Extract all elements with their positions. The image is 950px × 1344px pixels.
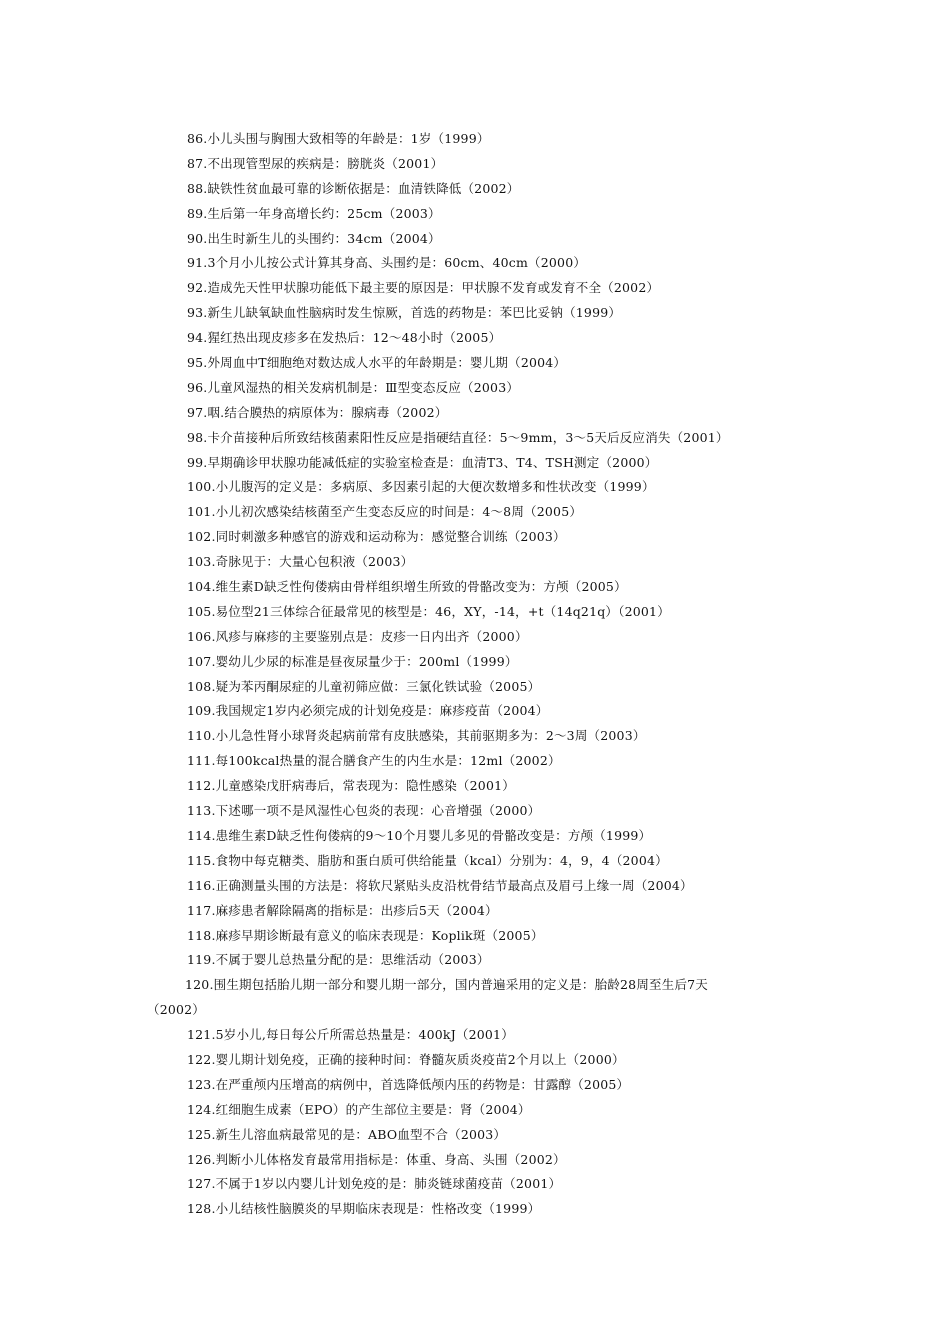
list-item: 122.婴儿期计划免疫，正确的接种时间：脊髓灰质炎疫苗2个月以上（2000）	[187, 1051, 625, 1067]
list-item: 127.不属于1岁以内婴儿计划免疫的是：肺炎链球菌疫苗（2001）	[187, 1176, 562, 1192]
list-item: 93.新生儿缺氧缺血性脑病时发生惊厥，首选的药物是：苯巴比妥钠（1999）	[187, 305, 622, 321]
list-item: 126.判断小儿体格发育最常用指标是：体重、身高、头围（2002）	[187, 1151, 566, 1167]
list-item: 86.小儿头围与胸围大致相等的年龄是：1岁（1999）	[187, 131, 490, 146]
list-item: 121.5岁小儿,每日每公斤所需总热量是：400kJ（2001）	[187, 1027, 514, 1043]
list-item: 109.我国规定1岁内必须完成的计划免疫是：麻疹疫苗（2004）	[187, 703, 549, 719]
list-item: 90.出生时新生儿的头围约：34cm（2004）	[187, 230, 441, 246]
list-item: 101.小儿初次感染结核菌至产生变态反应的时间是：4～8周（2005）	[187, 504, 583, 520]
list-item: 92.造成先天性甲状腺功能低下最主要的原因是：甲状腺不发育或发育不全（2002）	[187, 280, 660, 296]
list-item: 98.卡介苗接种后所致结核菌素阳性反应是指硬结直径：5～9mm，3～5天后反应消失（2001）	[187, 429, 729, 445]
list-item: 107.婴幼儿少尿的标准是昼夜尿量少于：200ml（1999）	[187, 653, 518, 669]
list-item: 110.小儿急性肾小球肾炎起病前常有皮肤感染，其前驱期多为：2～3周（2003）	[187, 728, 646, 744]
list-item-wrapped-first: 120.围生期包括胎儿期一部分和婴儿期一部分，国内普遍采用的定义是：胎龄28周至生后7天	[185, 977, 708, 993]
list-item: 103.奇脉见于：大量心包积液（2003）	[187, 554, 414, 570]
list-item: 97.咽.结合膜热的病原体为：腺病毒（2002）	[187, 404, 448, 420]
list-item: 125.新生儿溶血病最常见的是：ABO血型不合（2003）	[187, 1126, 507, 1142]
list-item: 111.每100kcal热量的混合膳食产生的内生水是：12ml（2002）	[187, 753, 561, 769]
list-item-wrapped-continuation: （2002）	[147, 1002, 206, 1018]
list-item: 106.风疹与麻疹的主要鉴别点是：皮疹一日内出齐（2000）	[187, 628, 528, 644]
list-item: 118.麻疹早期诊断最有意义的临床表现是：Koplik斑（2005）	[187, 927, 544, 943]
list-item: 95.外周血中T细胞绝对数达成人水平的年龄期是：婴儿期（2004）	[187, 355, 567, 371]
list-item: 108.疑为苯丙酮尿症的儿童初筛应做：三氯化铁试验（2005）	[187, 678, 541, 694]
list-item: 88.缺铁性贫血最可靠的诊断依据是：血清铁降低（2002）	[187, 180, 520, 196]
list-item: 99.早期确诊甲状腺功能减低症的实验室检查是：血清T3、T4、TSH测定（2000）	[187, 454, 658, 470]
list-item: 113.下述哪一项不是风湿性心包炎的表现：心音增强（2000）	[187, 803, 541, 819]
list-item: 105.易位型21三体综合征最常见的核型是：46，XY，-14，+t（14q21q）（2001）	[187, 603, 670, 619]
question-list	[147, 127, 807, 1222]
list-item: 91.3个月小儿按公式计算其身高、头围约是：60cm、40cm（2000）	[187, 255, 587, 271]
list-item: 89.生后第一年身高增长约：25cm（2003）	[187, 205, 441, 221]
list-item: 114.患维生素D缺乏性佝偻病的9～10个月婴儿多见的骨骼改变是：方颅（1999）	[187, 827, 652, 843]
list-item: 104.维生素D缺乏性佝偻病由骨样组织增生所致的骨骼改变为：方颅（2005）	[187, 579, 627, 595]
list-item: 124.红细胞生成素（EPO）的产生部位主要是：肾（2004）	[187, 1101, 531, 1117]
list-item: 117.麻疹患者解除隔离的指标是：出疹后5天（2004）	[187, 902, 498, 918]
list-item: 87.不出现管型尿的疾病是：膀胱炎（2001）	[187, 155, 444, 171]
list-item: 123.在严重颅内压增高的病例中，首选降低颅内压的药物是：甘露醇（2005）	[187, 1076, 630, 1092]
list-item: 112.儿童感染戊肝病毒后，常表现为：隐性感染（2001）	[187, 778, 515, 794]
list-item: 115.食物中每克糖类、脂肪和蛋白质可供给能量（kcal）分别为：4，9，4（2004）	[187, 852, 668, 868]
list-item: 128.小儿结核性脑膜炎的早期临床表现是：性格改变（1999）	[187, 1201, 541, 1217]
list-item: 100.小儿腹泻的定义是：多病原、多因素引起的大便次数增多和性状改变（1999）	[187, 479, 655, 495]
list-item: 119.不属于婴儿总热量分配的是：思维活动（2003）	[187, 952, 490, 968]
list-item: 102.同时刺激多种感官的游戏和运动称为：感觉整合训练（2003）	[187, 529, 566, 545]
list-item: 116.正确测量头围的方法是：将软尺紧贴头皮沿枕骨结节最高点及眉弓上缘一周（2004）	[187, 877, 693, 893]
list-item: 94.猩红热出现皮疹多在发热后：12～48小时（2005）	[187, 330, 502, 346]
list-item: 96.儿童风湿热的相关发病机制是：Ⅲ型变态反应（2003）	[187, 379, 520, 395]
